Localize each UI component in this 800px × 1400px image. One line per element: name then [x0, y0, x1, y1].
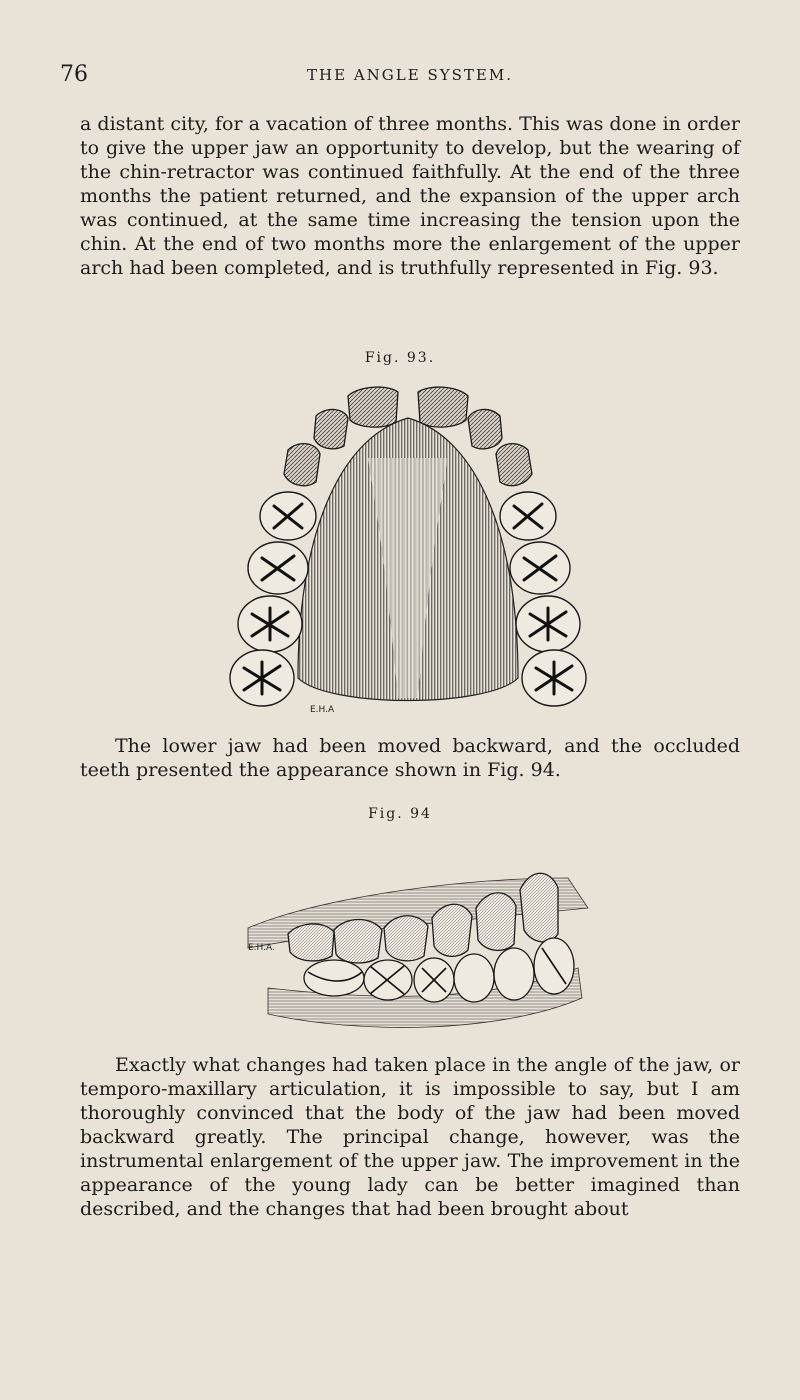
figure-93-caption: Fig. 93. [364, 350, 436, 366]
page-number: 76 [60, 62, 88, 87]
figure-94-caption: Fig. 94 [368, 806, 432, 822]
figure-93-artist-initials: E.H.A [310, 705, 335, 715]
paragraph-1: a distant city, for a vacation of three months. This was done in order to give the upper jaw an opportunity to develop, but the wearing of the chin-retractor was continued faithfully. At the end of the three months the patient returned, and the expansion of the upper arch was continued, at the same time increasing the tension upon the chin. At the end of two months more the enlargement of the upper arch had been completed, and is truthfully represented in Fig. 93. [80, 113, 740, 279]
paragraph-3: Exactly what changes had taken place in the angle of the jaw, or temporo-maxillary articulation, it is impossible to say, but I am thoroughly convinced that the body of the jaw had been moved backward greatly. The principal change, however, was the instrumental enlargement of the upper jaw. The improvement in the appearance of the young lady can be better imagined than described, and the changes that had been brought about [80, 1054, 740, 1220]
running-head: THE ANGLE SYSTEM. [307, 66, 513, 84]
figure-93-dental-arch-illustration [218, 378, 598, 720]
figure-94-occlusion-illustration [238, 838, 616, 1034]
figure-94-artist-initials: E.H.A. [248, 943, 275, 953]
page-header [60, 62, 760, 92]
paragraph-2: The lower jaw had been moved backward, and the occluded teeth presented the appearance shown in Fig. 94. [80, 735, 740, 781]
